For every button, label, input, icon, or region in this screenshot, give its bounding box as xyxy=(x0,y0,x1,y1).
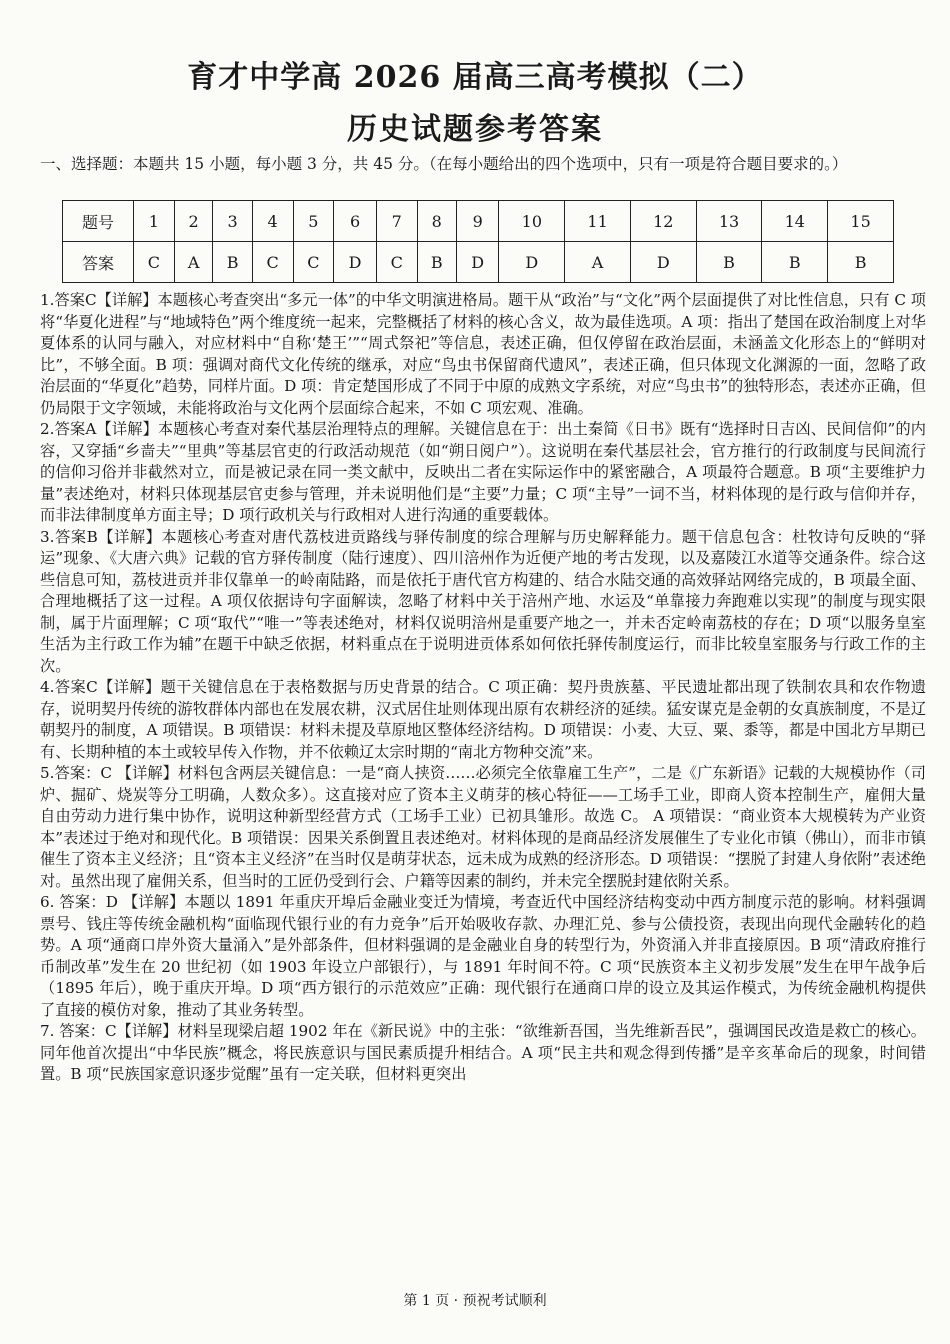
answer-table xyxy=(62,200,894,283)
question-number: 7 xyxy=(376,201,417,242)
answer-cell: D xyxy=(334,242,377,283)
row-label-answer: 答案 xyxy=(63,242,134,283)
question-number: 9 xyxy=(456,201,499,242)
question-number: 6 xyxy=(334,201,377,242)
answer-cell: B xyxy=(696,242,762,283)
question-number: 11 xyxy=(565,201,631,242)
answer-cell: A xyxy=(174,242,213,283)
question-number: 15 xyxy=(828,201,894,242)
answer-cell: D xyxy=(499,242,565,283)
answer-cell: B xyxy=(828,242,894,283)
exam-subtitle: 历史试题参考答案 xyxy=(347,112,603,147)
exam-title: 育才中学高 2026 届高三高考模拟（二） xyxy=(187,60,763,95)
explanation-q3: 3.答案B【详解】本题核心考查对唐代荔枝进贡路线与驿传制度的综合理解与历史解释能力。题干信息包含：杜牧诗句反映的“驿运”现象、《大唐六典》记载的官方驿传制度（陆行速度）、四川涪州作为近便产地的考古发现，以及嘉陵江水道等交通条件。综合这些信息可知，荔枝进贡并非仅靠单一的岭南陆路，而是依托于唐代官方构建的、结合水陆交通的高效驿站网络完成的，B 项最全面、合理地概括了这一过程。A 项仅依据诗句字面解读，忽略了材料中关于涪州产地、水运及“单靠接力奔跑难以实现”的制度与现实限制，属于片面理解；C 项“取代”“唯一”等表述绝对，材料仅说明涪州是重要产地之一，并未否定岭南荔枝的存在；D 项“以服务皇室生活为主行政工作为辅”在题干中缺乏依据，材料重点在于说明进贡体系如何依托驿传制度运行，而非比较皇室服务与行政工作的主次。 xyxy=(40,527,926,675)
explanations xyxy=(40,290,926,1086)
question-number: 2 xyxy=(174,201,213,242)
explanation-q5: 5.答案：C 【详解】材料包含两层关键信息：一是“商人挟资……必须完全依靠雇工生产”，二是《广东新语》记载的大规模协作（司炉、掘矿、烧炭等分工明确，人数众多）。这直接对应了资本主义萌芽的核心特征——工场手工业，即商人资本控制生产，雇佣大量自由劳动力进行集中协作，说明这种新型经营方式（工场手工业）已初具雏形。故选 C。 A 项错误：“商业资本大规模转为产业资本”表述过于绝对和现代化。B 项错误：因果关系倒置且表述绝对。材料体现的是商品经济发展催生了专业化市镇（佛山），而非市镇催生了资本主义经济；且“资本主义经济”在当时仅是萌芽状态，远未成为成熟的经济形态。D 项错误：“摆脱了封建人身依附”表述绝对。虽然出现了雇佣关系，但当时的工匠仍受到行会、户籍等因素的制约，并未完全摆脱封建依附关系。 xyxy=(40,764,926,890)
question-number: 4 xyxy=(252,201,293,242)
answer-cell: C xyxy=(293,242,334,283)
answer-cell: C xyxy=(376,242,417,283)
question-number: 1 xyxy=(134,201,175,242)
answer-cell: B xyxy=(762,242,828,283)
question-number-row xyxy=(63,201,894,242)
answer-cell: C xyxy=(134,242,175,283)
question-number: 13 xyxy=(696,201,762,242)
question-number: 12 xyxy=(630,201,696,242)
explanation-q4: 4.答案C【详解】题干关键信息在于表格数据与历史背景的结合。C 项正确：契丹贵族墓、平民遗址都出现了铁制农具和农作物遗存，说明契丹传统的游牧群体内部也在发展农耕，汉式居住址则体现出原有农耕经济的延续。猛安谋克是金朝的女真族制度，不是辽朝契丹的制度，A 项错误。B 项错误：材料未提及草原地区整体经济结构。D 项错误：小麦、大豆、粟、黍等，都是中国北方早期已有、长期种植的本土或较早传入作物，并不依赖辽太宗时期的“南北方物种交流”来。 xyxy=(40,678,926,761)
question-number: 14 xyxy=(762,201,828,242)
page-footer: 第 1 页 · 预祝考试顺利 xyxy=(403,1293,547,1309)
explanation-q6: 6. 答案：D 【详解】本题以 1891 年重庆开埠后金融业变迁为情境，考查近代中国经济结构变动中西方制度示范的影响。材料强调票号、钱庄等传统金融机构“面临现代银行业的有力竞争”后开始吸收存款、办理汇兑、参与公债投资，表现出向现代金融转化的趋势。A 项“通商口岸外资大量涌入”是外部条件，但材料强调的是金融业自身的转型行为，外资涌入并非直接原因。B 项“清政府推行币制改革”发生在 20 世纪初（如 1903 年设立户部银行），与 1891 年时间不符。C 项“民族资本主义初步发展”发生在甲午战争后（1895 年后），晚于重庆开埠。D 项“西方银行的示范效应”正确：现代银行在通商口岸的设立及其运作模式，为传统金融机构提供了直接的模仿对象，推动了其业务转型。 xyxy=(40,893,926,1019)
answer-cell: A xyxy=(565,242,631,283)
section-intro: 一、选择题：本题共 15 小题，每小题 3 分，共 45 分。（在每小题给出的四个选项中，只有一项是符合题目要求的。） xyxy=(40,155,848,173)
answer-row xyxy=(63,242,894,283)
row-label-number: 题号 xyxy=(63,201,134,242)
answer-cell: D xyxy=(456,242,499,283)
explanation-q2: 2.答案A【详解】本题核心考查对秦代基层治理特点的理解。关键信息在于：出土秦简《日书》既有“选择时日吉凶、民间信仰”的内容，又穿插“乡啬夫”“里典”等基层官吏的行政活动规范（如“朔日阅户”）。这说明在秦代基层社会，官方推行的行政制度与民间流行的信仰习俗并非截然对立，而是被记录在同一类文献中，反映出二者在实际运作中的紧密融合，A 项最符合题意。B 项“主要维护力量”表述绝对，材料只体现基层官吏参与管理，并未说明他们是“主要”力量；C 项“主导”一词不当，材料体现的是行政与信仰并存，而非法律制度单方面主导；D 项行政机关与行政相对人进行沟通的重要载体。 xyxy=(40,420,926,524)
answer-cell: B xyxy=(213,242,252,283)
question-number: 3 xyxy=(213,201,252,242)
answer-cell: C xyxy=(252,242,293,283)
answer-cell: D xyxy=(630,242,696,283)
answer-cell: B xyxy=(417,242,456,283)
question-number: 10 xyxy=(499,201,565,242)
explanation-q1: 1.答案C【详解】本题核心考查突出“多元一体”的中华文明演进格局。题干从“政治”与“文化”两个层面提供了对比性信息，只有 C 项将“华夏化进程”与“地域特色”两个维度统一起来，完整概括了材料的核心含义，故为最佳选项。A 项：指出了楚国在政治制度上对华夏体系的认同与融入，对应材料中“自称‘楚王’”“周式祭祀”等信息，表述正确，但仅停留在政治层面，未涵盖文化形态上的“鲜明对比”，不够全面。B 项：强调对商代文化传统的继承，对应“鸟虫书保留商代遗风”，表述正确，但只体现文化渊源的一面，忽略了政治层面的“华夏化”趋势，同样片面。D 项：肯定楚国形成了不同于中原的成熟文字系统，对应“鸟虫书”的独特形态，表述亦正确，但仍局限于文字领域，未能将政治与文化两个层面综合起来，不如 C 项宏观、准确。 xyxy=(40,291,926,417)
question-number: 8 xyxy=(417,201,456,242)
explanation-q7: 7. 答案：C【详解】材料呈现梁启超 1902 年在《新民说》中的主张：“欲维新吾国，当先维新吾民”，强调国民改造是救亡的核心。同年他首次提出“中华民族”概念，将民族意识与国民素质提升相结合。A 项“民主共和观念得到传播”是辛亥革命后的现象，时间错置。B 项“民族国家意识逐步觉醒”虽有一定关联，但材料更突出 xyxy=(40,1022,926,1083)
question-number: 5 xyxy=(293,201,334,242)
